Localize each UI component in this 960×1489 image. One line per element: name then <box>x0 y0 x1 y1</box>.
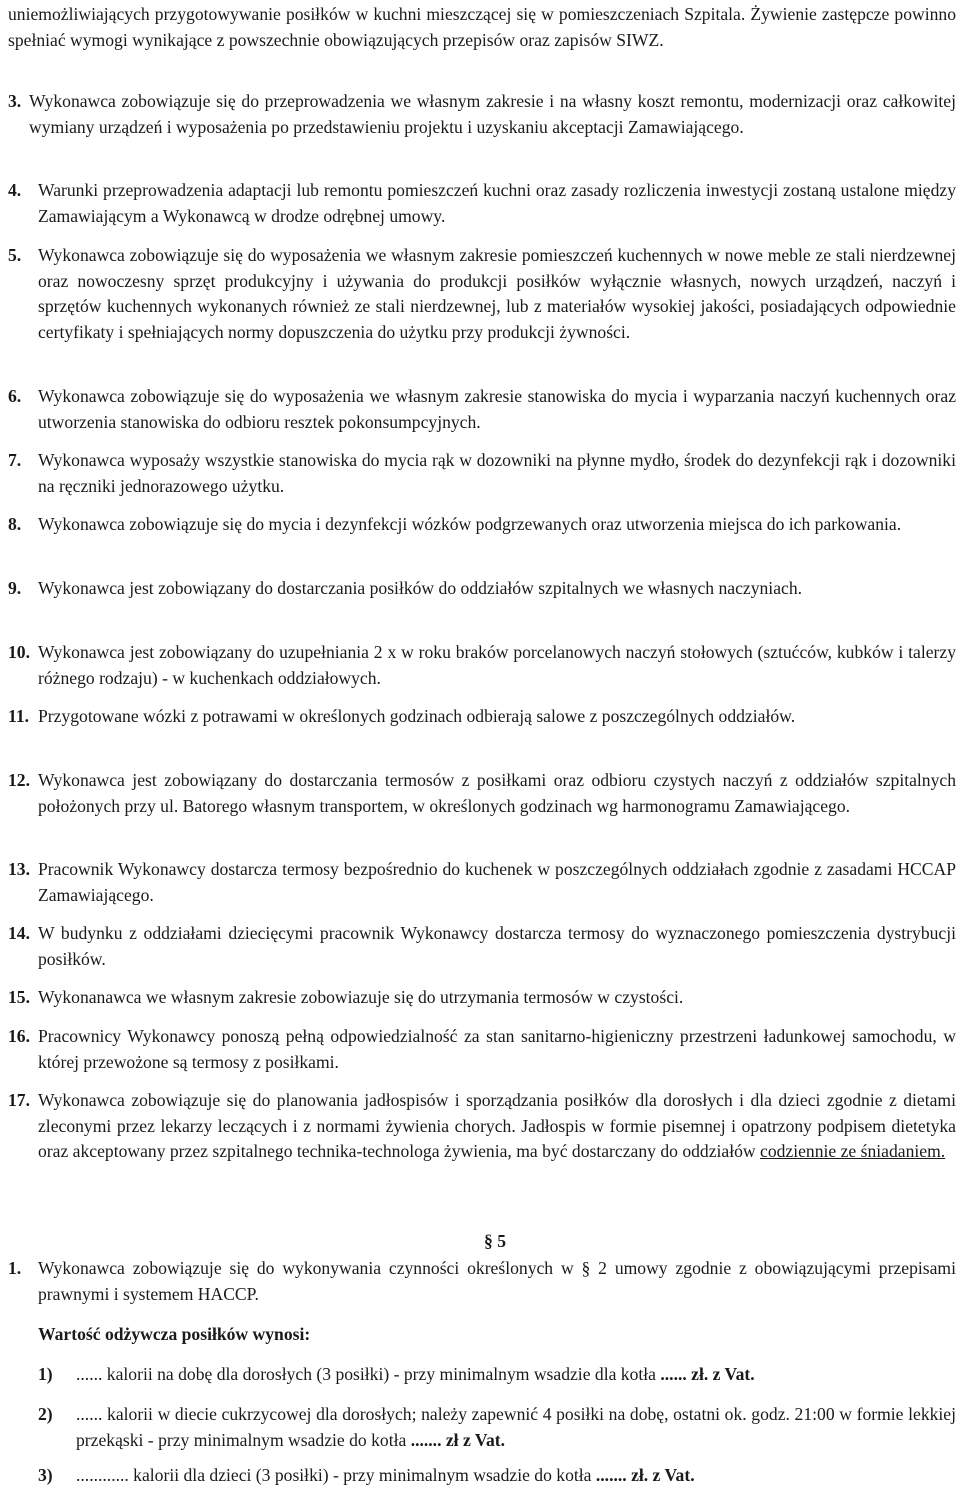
item-number: 9. <box>8 578 22 598</box>
section-heading: § 5 <box>484 1231 506 1251</box>
list-item-12 <box>8 768 956 819</box>
values-heading: Wartość odżywcza posiłków wynosi: <box>38 1324 311 1344</box>
list-item-17 <box>8 1088 956 1165</box>
list-item-4 <box>8 178 956 229</box>
list-item-11 <box>8 704 956 730</box>
item-text: Wykonawca zobowiązuje się do wyposażenia we własnym zakresie pomieszczeń kuchennych w nowe meble ze stali nierdzewnej oraz nowoczesny sprzęt produkcyjny i używania do produkcji posiłków wyłącznie własnych, nowych urządzeń, naczyń i sprzętów kuchennych wykonanych również ze stali nierdzewnej, lub z materiałów wysokiej jakości, posiadających odpowiednie certyfikaty i spełniających normy dopuszczenia do użytku przy produkcji żywności. <box>38 245 956 342</box>
item-number: 10. <box>8 642 30 662</box>
section-item-1 <box>8 1256 956 1307</box>
item-text: Wykonawca jest zobowiązany do dostarczania posiłków do oddziałów szpitalnych we własnych naczyniach. <box>38 578 803 598</box>
item-text <box>76 1402 956 1453</box>
item-number: 15. <box>8 987 30 1007</box>
item-text-main: Wykonawca zobowiązuje się do planowania jadłospisów i sporządzania posiłków dla dorosłych i dla dzieci zgodnie z dietami zleconymi przez lekarzy leczących i z normami żywienia chorych. Jadłospis w formie pisemnej i opatrzony podpisem dietetyka oraz akceptowany przez szpitalnego technika-technologa żywienia, ma być dostarczany do oddziałów <box>38 1090 956 1162</box>
item-number: 5. <box>8 245 22 265</box>
list-item-9 <box>8 576 956 602</box>
item-number: 6. <box>8 386 22 406</box>
value-text: ...... kalorii na dobę dla dorosłych (3 posiłki) - przy minimalnym wsadzie dla kotła <box>76 1364 661 1384</box>
list-item-14 <box>8 921 956 972</box>
intro-paragraph: uniemożliwiających przygotowywanie posiłków w kuchni mieszczącej się w pomieszczeniach Szpitala. Żywienie zastępcze powinno spełniać wymogi wynikające z powszechnie obowiązujących przepisów oraz zapisów SIWZ. <box>8 4 956 50</box>
list-item-13 <box>8 857 956 908</box>
value-text: ...... kalorii w diecie cukrzycowej dla dorosłych; należy zapewnić 4 posiłki na dobę, ostatni ok. godz. 21:00 w formie lekkiej przekąski - przy minimalnym wsadzie do kotła <box>76 1404 956 1450</box>
item-text: W budynku z oddziałami dziecięcymi pracownik Wykonawcy dostarcza termosy do wyznaczonego pomieszczenia dystrybucji posiłków. <box>38 923 956 969</box>
value-price: ....... zł z Vat. <box>410 1429 506 1450</box>
item-number: 3. <box>8 91 22 111</box>
value-item-1 <box>8 1362 956 1388</box>
item-text <box>76 1362 956 1388</box>
item-number: 4. <box>8 180 22 200</box>
item-text: Pracownicy Wykonawcy ponoszą pełną odpowiedzialność za stan sanitarno-higieniczny przestrzeni ładunkowej samochodu, w której przewożone są termosy z posiłkami. <box>38 1026 956 1072</box>
item-number: 3) <box>38 1465 53 1485</box>
item-text: Pracownik Wykonawcy dostarcza termosy bezpośrednio do kuchenek w poszczególnych oddziałach zgodnie z zasadami HCCAP Zamawiającego. <box>38 859 956 905</box>
underlined-phrase: codziennie ze śniadaniem. <box>760 1141 946 1162</box>
item-number: 17. <box>8 1090 30 1110</box>
item-text: Wykonawca jest zobowiązany do dostarczania termosów z posiłkami oraz odbioru czystych naczyń z oddziałów szpitalnych położonych przy ul. Batorego własnym transportem, w określonych godzinach wg harmonogramu Zamawiającego. <box>38 770 956 816</box>
item-number: 7. <box>8 450 22 470</box>
value-price: ...... zł. z Vat. <box>660 1364 755 1384</box>
item-text: Przygotowane wózki z potrawami w określonych godzinach odbierają salowe z poszczególnych oddziałów. <box>38 706 796 726</box>
item-number: 13. <box>8 859 30 879</box>
value-text: ............ kalorii dla dzieci (3 posiłki) - przy minimalnym wsadzie do kotła <box>76 1465 596 1485</box>
item-text: Wykonawca wyposaży wszystkie stanowiska do mycia rąk w dozowniki na płynne mydło, środek do dezynfekcji rąk i dozowniki na ręczniki jednorazowego użytku. <box>38 450 956 496</box>
value-item-3 <box>8 1463 956 1489</box>
item-number: 2) <box>38 1404 53 1424</box>
item-text: Wykonawca zobowiązuje się do przeprowadzenia we własnym zakresie i na własny koszt remontu, modernizacji oraz całkowitej wymiany urządzeń i wyposażenia po przedstawieniu projektu i uzyskaniu akceptacji Zamawiającego. <box>29 91 956 137</box>
list-item-15 <box>8 985 956 1011</box>
item-number: 8. <box>8 514 22 534</box>
value-item-2 <box>8 1402 956 1453</box>
item-text <box>76 1463 956 1489</box>
item-text <box>38 1088 956 1165</box>
item-text: Wykonawca jest zobowiązany do uzupełniania 2 x w roku braków porcelanowych naczyń stołowych (sztućców, kubków i talerzy różnego rodzaju) - w kuchenkach oddziałowych. <box>38 642 956 688</box>
value-price: ....... zł. z Vat. <box>595 1465 695 1485</box>
item-text: Warunki przeprowadzenia adaptacji lub remontu pomieszczeń kuchni oraz zasady rozliczenia inwestycji zostaną ustalone między Zamawiającym a Wykonawcą w drodze odrębnej umowy. <box>38 180 956 226</box>
item-text: Wykonanawca we własnym zakresie zobowiazuje się do utrzymania termosów w czystości. <box>38 987 684 1007</box>
item-text: Wykonawca zobowiązuje się do wyposażenia we własnym zakresie stanowiska do mycia i wyparzania naczyń kuchennych oraz utworzenia stanowiska do odbioru resztek pokonsumpcyjnych. <box>38 386 956 432</box>
list-item-7 <box>8 448 956 499</box>
item-number: 12. <box>8 770 30 790</box>
item-text: Wykonawca zobowiązuje się do wykonywania czynności określonych w § 2 umowy zgodnie z obowiązującymi przepisami prawnymi i systemem HACCP. <box>38 1258 956 1304</box>
item-number: 14. <box>8 923 30 943</box>
list-item-8 <box>8 512 956 538</box>
item-number: 16. <box>8 1026 30 1046</box>
list-item-16 <box>8 1024 956 1075</box>
list-item-5 <box>8 243 956 345</box>
list-item-3 <box>8 89 956 140</box>
item-number: 1) <box>38 1364 53 1384</box>
item-number: 1. <box>8 1258 22 1278</box>
item-text: Wykonawca zobowiązuje się do mycia i dezynfekcji wózków podgrzewanych oraz utworzenia miejsca do ich parkowania. <box>38 514 902 534</box>
list-item-6 <box>8 384 956 435</box>
list-item-10 <box>8 640 956 691</box>
item-number: 11. <box>8 706 30 726</box>
